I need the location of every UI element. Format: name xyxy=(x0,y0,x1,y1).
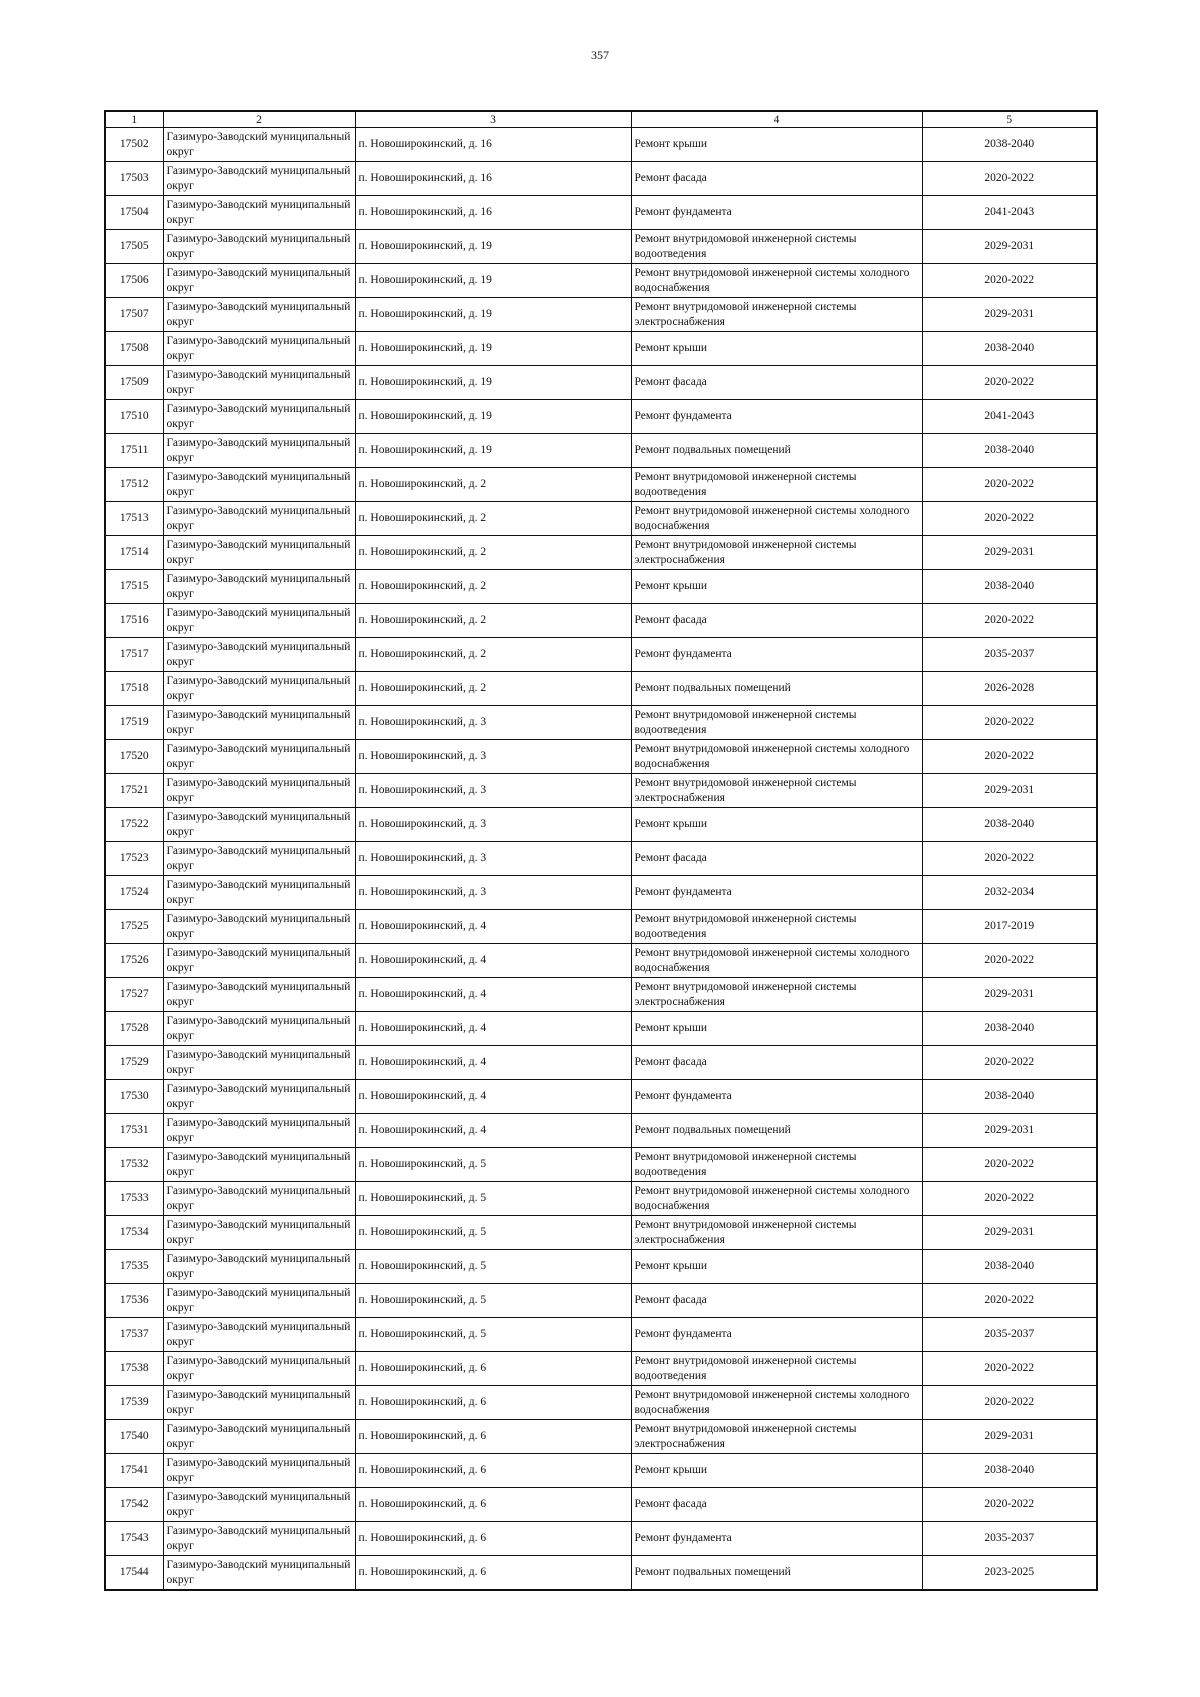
address-cell: п. Новоширокинский, д. 5 xyxy=(355,1216,631,1250)
work-type-cell: Ремонт внутридомовой инженерной системы водоотведения xyxy=(631,1352,922,1386)
row-number-cell: 17519 xyxy=(105,706,163,740)
period-cell: 2032-2034 xyxy=(922,876,1097,910)
work-type-cell: Ремонт внутридомовой инженерной системы холодного водоснабжения xyxy=(631,740,922,774)
table-row xyxy=(105,570,1097,604)
row-number-cell: 17514 xyxy=(105,536,163,570)
row-number-cell: 17502 xyxy=(105,128,163,162)
table-row xyxy=(105,1148,1097,1182)
work-type-cell: Ремонт фасада xyxy=(631,1046,922,1080)
table-row xyxy=(105,434,1097,468)
municipality-cell: Газимуро-Заводский муниципальный округ xyxy=(163,1420,355,1454)
work-type-cell: Ремонт внутридомовой инженерной системы холодного водоснабжения xyxy=(631,1182,922,1216)
address-cell: п. Новоширокинский, д. 5 xyxy=(355,1148,631,1182)
municipality-cell: Газимуро-Заводский муниципальный округ xyxy=(163,740,355,774)
row-number-cell: 17528 xyxy=(105,1012,163,1046)
period-cell: 2020-2022 xyxy=(922,1148,1097,1182)
period-cell: 2029-2031 xyxy=(922,230,1097,264)
municipality-cell: Газимуро-Заводский муниципальный округ xyxy=(163,196,355,230)
address-cell: п. Новоширокинский, д. 16 xyxy=(355,162,631,196)
work-type-cell: Ремонт фасада xyxy=(631,1284,922,1318)
row-number-cell: 17523 xyxy=(105,842,163,876)
table-row xyxy=(105,536,1097,570)
table-row xyxy=(105,1284,1097,1318)
period-cell: 2020-2022 xyxy=(922,1386,1097,1420)
work-type-cell: Ремонт внутридомовой инженерной системы водоотведения xyxy=(631,1148,922,1182)
municipality-cell: Газимуро-Заводский муниципальный округ xyxy=(163,706,355,740)
table-row xyxy=(105,978,1097,1012)
municipality-cell: Газимуро-Заводский муниципальный округ xyxy=(163,1522,355,1556)
table-row xyxy=(105,944,1097,978)
work-type-cell: Ремонт фундамента xyxy=(631,1080,922,1114)
period-cell: 2035-2037 xyxy=(922,1522,1097,1556)
period-cell: 2029-2031 xyxy=(922,1114,1097,1148)
address-cell: п. Новоширокинский, д. 19 xyxy=(355,332,631,366)
municipality-cell: Газимуро-Заводский муниципальный округ xyxy=(163,808,355,842)
period-cell: 2020-2022 xyxy=(922,1488,1097,1522)
municipality-cell: Газимуро-Заводский муниципальный округ xyxy=(163,1556,355,1591)
period-cell: 2020-2022 xyxy=(922,706,1097,740)
address-cell: п. Новоширокинский, д. 3 xyxy=(355,706,631,740)
period-cell: 2029-2031 xyxy=(922,978,1097,1012)
row-number-cell: 17515 xyxy=(105,570,163,604)
work-type-cell: Ремонт подвальных помещений xyxy=(631,1556,922,1591)
municipality-cell: Газимуро-Заводский муниципальный округ xyxy=(163,162,355,196)
period-cell: 2029-2031 xyxy=(922,298,1097,332)
period-cell: 2041-2043 xyxy=(922,196,1097,230)
row-number-cell: 17527 xyxy=(105,978,163,1012)
municipality-cell: Газимуро-Заводский муниципальный округ xyxy=(163,910,355,944)
address-cell: п. Новоширокинский, д. 3 xyxy=(355,876,631,910)
municipality-cell: Газимуро-Заводский муниципальный округ xyxy=(163,1012,355,1046)
table-row xyxy=(105,366,1097,400)
period-cell: 2020-2022 xyxy=(922,162,1097,196)
address-cell: п. Новоширокинский, д. 6 xyxy=(355,1488,631,1522)
work-type-cell: Ремонт крыши xyxy=(631,808,922,842)
municipality-cell: Газимуро-Заводский муниципальный округ xyxy=(163,1148,355,1182)
row-number-cell: 17532 xyxy=(105,1148,163,1182)
address-cell: п. Новоширокинский, д. 6 xyxy=(355,1556,631,1591)
table-body xyxy=(105,128,1097,1591)
row-number-cell: 17533 xyxy=(105,1182,163,1216)
municipality-cell: Газимуро-Заводский муниципальный округ xyxy=(163,1488,355,1522)
municipality-cell: Газимуро-Заводский муниципальный округ xyxy=(163,502,355,536)
address-cell: п. Новоширокинский, д. 2 xyxy=(355,604,631,638)
row-number-cell: 17504 xyxy=(105,196,163,230)
work-type-cell: Ремонт фундамента xyxy=(631,196,922,230)
municipality-cell: Газимуро-Заводский муниципальный округ xyxy=(163,468,355,502)
table-row xyxy=(105,1250,1097,1284)
row-number-cell: 17522 xyxy=(105,808,163,842)
table-row xyxy=(105,196,1097,230)
table-row xyxy=(105,672,1097,706)
period-cell: 2038-2040 xyxy=(922,1080,1097,1114)
address-cell: п. Новоширокинский, д. 4 xyxy=(355,1046,631,1080)
table-row xyxy=(105,468,1097,502)
table-row xyxy=(105,128,1097,162)
work-type-cell: Ремонт подвальных помещений xyxy=(631,672,922,706)
table-row xyxy=(105,298,1097,332)
address-cell: п. Новоширокинский, д. 4 xyxy=(355,944,631,978)
row-number-cell: 17541 xyxy=(105,1454,163,1488)
table-row xyxy=(105,1182,1097,1216)
municipality-cell: Газимуро-Заводский муниципальный округ xyxy=(163,944,355,978)
address-cell: п. Новоширокинский, д. 2 xyxy=(355,672,631,706)
row-number-cell: 17520 xyxy=(105,740,163,774)
row-number-cell: 17534 xyxy=(105,1216,163,1250)
table-row xyxy=(105,740,1097,774)
table-header xyxy=(105,111,1097,128)
period-cell: 2020-2022 xyxy=(922,842,1097,876)
address-cell: п. Новоширокинский, д. 6 xyxy=(355,1522,631,1556)
municipality-cell: Газимуро-Заводский муниципальный округ xyxy=(163,1250,355,1284)
work-type-cell: Ремонт внутридомовой инженерной системы электроснабжения xyxy=(631,978,922,1012)
table-row xyxy=(105,910,1097,944)
work-type-cell: Ремонт внутридомовой инженерной системы водоотведения xyxy=(631,468,922,502)
period-cell: 2020-2022 xyxy=(922,1284,1097,1318)
period-cell: 2038-2040 xyxy=(922,128,1097,162)
address-cell: п. Новоширокинский, д. 4 xyxy=(355,978,631,1012)
work-type-cell: Ремонт крыши xyxy=(631,570,922,604)
period-cell: 2029-2031 xyxy=(922,536,1097,570)
address-cell: п. Новоширокинский, д. 5 xyxy=(355,1284,631,1318)
column-header: 4 xyxy=(631,111,922,128)
row-number-cell: 17521 xyxy=(105,774,163,808)
address-cell: п. Новоширокинский, д. 16 xyxy=(355,196,631,230)
address-cell: п. Новоширокинский, д. 19 xyxy=(355,298,631,332)
table-row xyxy=(105,604,1097,638)
period-cell: 2023-2025 xyxy=(922,1556,1097,1591)
work-type-cell: Ремонт внутридомовой инженерной системы холодного водоснабжения xyxy=(631,1386,922,1420)
period-cell: 2041-2043 xyxy=(922,400,1097,434)
row-number-cell: 17516 xyxy=(105,604,163,638)
period-cell: 2026-2028 xyxy=(922,672,1097,706)
municipality-cell: Газимуро-Заводский муниципальный округ xyxy=(163,570,355,604)
address-cell: п. Новоширокинский, д. 19 xyxy=(355,264,631,298)
row-number-cell: 17503 xyxy=(105,162,163,196)
row-number-cell: 17512 xyxy=(105,468,163,502)
period-cell: 2020-2022 xyxy=(922,944,1097,978)
address-cell: п. Новоширокинский, д. 3 xyxy=(355,808,631,842)
work-type-cell: Ремонт внутридомовой инженерной системы водоотведения xyxy=(631,230,922,264)
row-number-cell: 17508 xyxy=(105,332,163,366)
row-number-cell: 17544 xyxy=(105,1556,163,1591)
address-cell: п. Новоширокинский, д. 2 xyxy=(355,638,631,672)
table-row xyxy=(105,1352,1097,1386)
row-number-cell: 17539 xyxy=(105,1386,163,1420)
work-type-cell: Ремонт фасада xyxy=(631,604,922,638)
address-cell: п. Новоширокинский, д. 6 xyxy=(355,1352,631,1386)
row-number-cell: 17537 xyxy=(105,1318,163,1352)
municipality-cell: Газимуро-Заводский муниципальный округ xyxy=(163,366,355,400)
period-cell: 2038-2040 xyxy=(922,1250,1097,1284)
address-cell: п. Новоширокинский, д. 19 xyxy=(355,400,631,434)
column-header: 5 xyxy=(922,111,1097,128)
table-row xyxy=(105,1386,1097,1420)
municipality-cell: Газимуро-Заводский муниципальный округ xyxy=(163,1046,355,1080)
table-row xyxy=(105,264,1097,298)
table-row xyxy=(105,1488,1097,1522)
work-type-cell: Ремонт подвальных помещений xyxy=(631,1114,922,1148)
work-type-cell: Ремонт фасада xyxy=(631,1488,922,1522)
period-cell: 2020-2022 xyxy=(922,502,1097,536)
period-cell: 2029-2031 xyxy=(922,774,1097,808)
row-number-cell: 17525 xyxy=(105,910,163,944)
row-number-cell: 17526 xyxy=(105,944,163,978)
table-row xyxy=(105,638,1097,672)
municipality-cell: Газимуро-Заводский муниципальный округ xyxy=(163,1318,355,1352)
row-number-cell: 17530 xyxy=(105,1080,163,1114)
row-number-cell: 17518 xyxy=(105,672,163,706)
address-cell: п. Новоширокинский, д. 3 xyxy=(355,740,631,774)
municipality-cell: Газимуро-Заводский муниципальный округ xyxy=(163,1284,355,1318)
work-type-cell: Ремонт внутридомовой инженерной системы холодного водоснабжения xyxy=(631,502,922,536)
municipality-cell: Газимуро-Заводский муниципальный округ xyxy=(163,1114,355,1148)
work-type-cell: Ремонт фасада xyxy=(631,366,922,400)
period-cell: 2035-2037 xyxy=(922,1318,1097,1352)
work-type-cell: Ремонт подвальных помещений xyxy=(631,434,922,468)
table-row xyxy=(105,1216,1097,1250)
works-table xyxy=(104,110,1098,1591)
table-row xyxy=(105,808,1097,842)
table-row xyxy=(105,1046,1097,1080)
row-number-cell: 17524 xyxy=(105,876,163,910)
table-row xyxy=(105,400,1097,434)
work-type-cell: Ремонт крыши xyxy=(631,1012,922,1046)
table-row xyxy=(105,706,1097,740)
row-number-cell: 17506 xyxy=(105,264,163,298)
table-row xyxy=(105,1420,1097,1454)
table-row xyxy=(105,1454,1097,1488)
period-cell: 2038-2040 xyxy=(922,434,1097,468)
period-cell: 2017-2019 xyxy=(922,910,1097,944)
period-cell: 2038-2040 xyxy=(922,570,1097,604)
work-type-cell: Ремонт внутридомовой инженерной системы электроснабжения xyxy=(631,774,922,808)
period-cell: 2020-2022 xyxy=(922,366,1097,400)
municipality-cell: Газимуро-Заводский муниципальный округ xyxy=(163,128,355,162)
period-cell: 2029-2031 xyxy=(922,1216,1097,1250)
address-cell: п. Новоширокинский, д. 16 xyxy=(355,128,631,162)
row-number-cell: 17511 xyxy=(105,434,163,468)
municipality-cell: Газимуро-Заводский муниципальный округ xyxy=(163,264,355,298)
address-cell: п. Новоширокинский, д. 19 xyxy=(355,230,631,264)
period-cell: 2020-2022 xyxy=(922,468,1097,502)
municipality-cell: Газимуро-Заводский муниципальный округ xyxy=(163,978,355,1012)
municipality-cell: Газимуро-Заводский муниципальный округ xyxy=(163,298,355,332)
table-row xyxy=(105,1012,1097,1046)
address-cell: п. Новоширокинский, д. 6 xyxy=(355,1454,631,1488)
address-cell: п. Новоширокинский, д. 5 xyxy=(355,1318,631,1352)
address-cell: п. Новоширокинский, д. 5 xyxy=(355,1182,631,1216)
period-cell: 2020-2022 xyxy=(922,264,1097,298)
column-header: 1 xyxy=(105,111,163,128)
municipality-cell: Газимуро-Заводский муниципальный округ xyxy=(163,536,355,570)
row-number-cell: 17509 xyxy=(105,366,163,400)
table-row xyxy=(105,332,1097,366)
row-number-cell: 17543 xyxy=(105,1522,163,1556)
address-cell: п. Новоширокинский, д. 4 xyxy=(355,1114,631,1148)
table-row xyxy=(105,502,1097,536)
page-number: 357 xyxy=(591,48,609,62)
municipality-cell: Газимуро-Заводский муниципальный округ xyxy=(163,400,355,434)
work-type-cell: Ремонт фундамента xyxy=(631,400,922,434)
address-cell: п. Новоширокинский, д. 4 xyxy=(355,1080,631,1114)
row-number-cell: 17540 xyxy=(105,1420,163,1454)
table-row xyxy=(105,1114,1097,1148)
period-cell: 2038-2040 xyxy=(922,1012,1097,1046)
row-number-cell: 17535 xyxy=(105,1250,163,1284)
municipality-cell: Газимуро-Заводский муниципальный округ xyxy=(163,230,355,264)
table-row xyxy=(105,1556,1097,1591)
municipality-cell: Газимуро-Заводский муниципальный округ xyxy=(163,1386,355,1420)
work-type-cell: Ремонт фундамента xyxy=(631,1522,922,1556)
municipality-cell: Газимуро-Заводский муниципальный округ xyxy=(163,774,355,808)
period-cell: 2020-2022 xyxy=(922,740,1097,774)
work-type-cell: Ремонт крыши xyxy=(631,1250,922,1284)
work-type-cell: Ремонт внутридомовой инженерной системы электроснабжения xyxy=(631,298,922,332)
work-type-cell: Ремонт внутридомовой инженерной системы водоотведения xyxy=(631,706,922,740)
period-cell: 2038-2040 xyxy=(922,808,1097,842)
address-cell: п. Новоширокинский, д. 3 xyxy=(355,842,631,876)
row-number-cell: 17536 xyxy=(105,1284,163,1318)
work-type-cell: Ремонт фундамента xyxy=(631,876,922,910)
row-number-cell: 17542 xyxy=(105,1488,163,1522)
address-cell: п. Новоширокинский, д. 6 xyxy=(355,1420,631,1454)
municipality-cell: Газимуро-Заводский муниципальный округ xyxy=(163,876,355,910)
address-cell: п. Новоширокинский, д. 2 xyxy=(355,468,631,502)
table-row xyxy=(105,230,1097,264)
work-type-cell: Ремонт фасада xyxy=(631,842,922,876)
address-cell: п. Новоширокинский, д. 5 xyxy=(355,1250,631,1284)
table-row xyxy=(105,876,1097,910)
address-cell: п. Новоширокинский, д. 2 xyxy=(355,502,631,536)
work-type-cell: Ремонт крыши xyxy=(631,1454,922,1488)
work-type-cell: Ремонт фасада xyxy=(631,162,922,196)
row-number-cell: 17538 xyxy=(105,1352,163,1386)
municipality-cell: Газимуро-Заводский муниципальный округ xyxy=(163,1080,355,1114)
municipality-cell: Газимуро-Заводский муниципальный округ xyxy=(163,672,355,706)
period-cell: 2020-2022 xyxy=(922,1352,1097,1386)
table-row xyxy=(105,842,1097,876)
municipality-cell: Газимуро-Заводский муниципальный округ xyxy=(163,1216,355,1250)
work-type-cell: Ремонт внутридомовой инженерной системы электроснабжения xyxy=(631,1420,922,1454)
table-row xyxy=(105,162,1097,196)
period-cell: 2020-2022 xyxy=(922,604,1097,638)
row-number-cell: 17531 xyxy=(105,1114,163,1148)
table-row xyxy=(105,1318,1097,1352)
address-cell: п. Новоширокинский, д. 3 xyxy=(355,774,631,808)
row-number-cell: 17507 xyxy=(105,298,163,332)
municipality-cell: Газимуро-Заводский муниципальный округ xyxy=(163,1352,355,1386)
municipality-cell: Газимуро-Заводский муниципальный округ xyxy=(163,434,355,468)
period-cell: 2035-2037 xyxy=(922,638,1097,672)
row-number-cell: 17517 xyxy=(105,638,163,672)
municipality-cell: Газимуро-Заводский муниципальный округ xyxy=(163,842,355,876)
municipality-cell: Газимуро-Заводский муниципальный округ xyxy=(163,1454,355,1488)
row-number-cell: 17529 xyxy=(105,1046,163,1080)
header-row xyxy=(105,111,1097,128)
work-type-cell: Ремонт фундамента xyxy=(631,1318,922,1352)
work-type-cell: Ремонт внутридомовой инженерной системы электроснабжения xyxy=(631,1216,922,1250)
work-type-cell: Ремонт внутридомовой инженерной системы холодного водоснабжения xyxy=(631,944,922,978)
period-cell: 2029-2031 xyxy=(922,1420,1097,1454)
work-type-cell: Ремонт крыши xyxy=(631,332,922,366)
table-row xyxy=(105,774,1097,808)
address-cell: п. Новоширокинский, д. 2 xyxy=(355,570,631,604)
municipality-cell: Газимуро-Заводский муниципальный округ xyxy=(163,604,355,638)
period-cell: 2038-2040 xyxy=(922,1454,1097,1488)
address-cell: п. Новоширокинский, д. 19 xyxy=(355,434,631,468)
column-header: 3 xyxy=(355,111,631,128)
column-header: 2 xyxy=(163,111,355,128)
municipality-cell: Газимуро-Заводский муниципальный округ xyxy=(163,332,355,366)
work-type-cell: Ремонт внутридомовой инженерной системы электроснабжения xyxy=(631,536,922,570)
address-cell: п. Новоширокинский, д. 2 xyxy=(355,536,631,570)
row-number-cell: 17513 xyxy=(105,502,163,536)
address-cell: п. Новоширокинский, д. 4 xyxy=(355,910,631,944)
table-row xyxy=(105,1522,1097,1556)
municipality-cell: Газимуро-Заводский муниципальный округ xyxy=(163,1182,355,1216)
period-cell: 2038-2040 xyxy=(922,332,1097,366)
work-type-cell: Ремонт внутридомовой инженерной системы водоотведения xyxy=(631,910,922,944)
row-number-cell: 17505 xyxy=(105,230,163,264)
row-number-cell: 17510 xyxy=(105,400,163,434)
period-cell: 2020-2022 xyxy=(922,1046,1097,1080)
work-type-cell: Ремонт внутридомовой инженерной системы холодного водоснабжения xyxy=(631,264,922,298)
municipality-cell: Газимуро-Заводский муниципальный округ xyxy=(163,638,355,672)
table-row xyxy=(105,1080,1097,1114)
address-cell: п. Новоширокинский, д. 4 xyxy=(355,1012,631,1046)
address-cell: п. Новоширокинский, д. 6 xyxy=(355,1386,631,1420)
address-cell: п. Новоширокинский, д. 19 xyxy=(355,366,631,400)
period-cell: 2020-2022 xyxy=(922,1182,1097,1216)
work-type-cell: Ремонт крыши xyxy=(631,128,922,162)
work-type-cell: Ремонт фундамента xyxy=(631,638,922,672)
